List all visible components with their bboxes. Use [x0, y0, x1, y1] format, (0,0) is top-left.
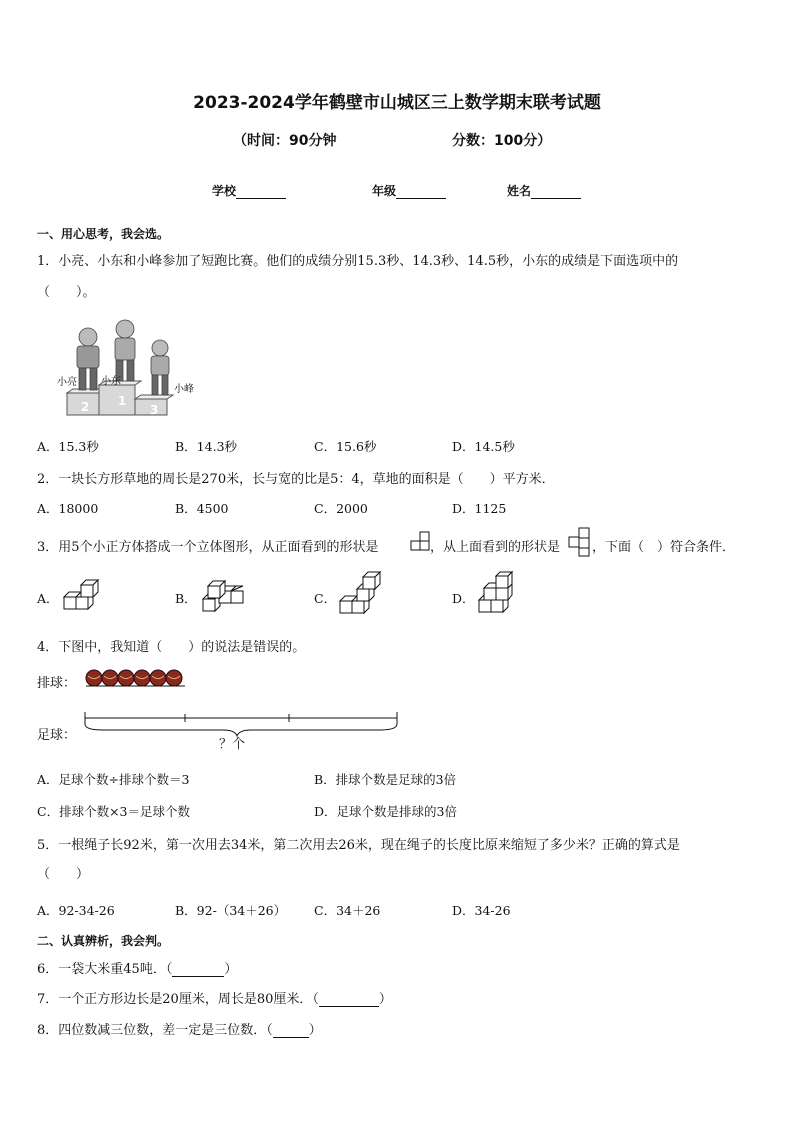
name-field — [507, 182, 581, 199]
q6-answer-blank[interactable] — [172, 976, 224, 977]
q2-text: 2．一块长方形草地的周长是270米，长与宽的比是5：4，草地的面积是（ ）平方米． — [37, 472, 555, 487]
q6-end: ） — [224, 962, 238, 977]
school-blank[interactable] — [236, 198, 286, 199]
q5-option-b[interactable]: B．92-（34＋26） — [175, 903, 287, 918]
q7-answer-blank[interactable] — [319, 1006, 379, 1007]
podium-place-2: 2 — [81, 400, 90, 414]
grade-field — [372, 182, 446, 199]
q3-option-a-cubes — [60, 577, 106, 617]
q5-bracket: （ ） — [37, 867, 90, 882]
q2-option-a[interactable]: A．18000 — [37, 501, 99, 516]
q5-text: 5．一根绳子长92米，第一次用去34米，第二次用去26米，现在绳子的长度比原来缩短了多少米？正确的算式是 — [37, 838, 680, 853]
front-view-shape — [410, 532, 430, 552]
q8-end: ） — [308, 1023, 322, 1038]
q1-option-a[interactable]: A．15.3秒 — [37, 439, 99, 454]
q6-item — [37, 958, 237, 977]
page-title: 2023-2024学年鹤壁市山城区三上数学期末联考试题 — [193, 93, 601, 113]
q2-option-d[interactable]: D．1125 — [452, 501, 507, 516]
q4-option-d[interactable]: D．足球个数是排球的3倍 — [314, 804, 457, 819]
label-xiaodong: 小东 — [101, 376, 121, 387]
q8-item — [37, 1019, 322, 1038]
school-field — [212, 182, 286, 199]
q8-text: 8．四位数减三位数，差一定是三位数．（ — [37, 1023, 273, 1038]
exam-time: （时间：90分钟 — [233, 133, 337, 149]
q3-option-b-cubes — [199, 577, 247, 617]
label-xiaoliang: 小亮 — [57, 377, 77, 388]
section-2-title: 二、认真辨析，我会判。 — [37, 934, 170, 948]
q3-text-a: 3．用5个小正方体搭成一个立体图形，从正面看到的形状是 — [37, 540, 379, 555]
grade-label: 年级 — [372, 184, 397, 198]
section-1-title: 一、用心思考，我会选。 — [37, 227, 170, 241]
exam-score: 分数：100分） — [452, 133, 552, 149]
q4-option-a[interactable]: A．足球个数÷排球个数＝3 — [37, 772, 190, 787]
q4-option-b[interactable]: B．排球个数是足球的3倍 — [314, 772, 457, 787]
podium-illustration — [55, 315, 205, 421]
q3-option-b[interactable]: B． — [175, 591, 197, 606]
q7-text: 7．一个正方形边长是20厘米，周长是80厘米．（ — [37, 992, 319, 1007]
name-blank[interactable] — [531, 198, 581, 199]
q5-option-a[interactable]: A．92-34-26 — [37, 903, 115, 918]
q3-option-d[interactable]: D． — [452, 591, 475, 606]
q3-option-a[interactable]: A． — [37, 591, 59, 606]
q4-text: 4．下图中，我知道（ ）的说法是错误的。 — [37, 640, 306, 655]
label-xiaofeng: 小峰 — [174, 384, 194, 395]
q1-bracket: （ ）。 — [37, 285, 96, 300]
q1-option-d[interactable]: D．14.5秒 — [452, 439, 515, 454]
q8-answer-blank[interactable] — [273, 1037, 309, 1038]
q5-option-c[interactable]: C．34＋26 — [314, 903, 381, 918]
q3-option-c-cubes — [337, 571, 387, 617]
q4-option-c[interactable]: C．排球个数×3＝足球个数 — [37, 804, 190, 819]
name-label: 姓名 — [507, 184, 532, 198]
q7-end: ） — [378, 992, 392, 1007]
q7-item — [37, 988, 392, 1007]
q6-text: 6．一袋大米重45吨．（ — [37, 962, 173, 977]
q1-option-b[interactable]: B．14.3秒 — [175, 439, 238, 454]
brace-label: ？个 — [219, 737, 246, 752]
q5-option-d[interactable]: D．34-26 — [452, 903, 511, 918]
q3-option-d-cubes — [476, 572, 516, 618]
q3-text-b: ，从上面看到的形状是 — [430, 540, 561, 555]
grade-blank[interactable] — [396, 198, 446, 199]
top-view-shape — [568, 528, 590, 556]
boy-left — [77, 328, 99, 390]
school-label: 学校 — [212, 184, 237, 198]
volleyball-label: 排球： — [37, 676, 77, 691]
podium-place-1: 1 — [118, 394, 127, 408]
football-label: 足球： — [37, 728, 77, 743]
volleyball-row — [85, 669, 189, 689]
q1-text: 1．小亮、小东和小峰参加了短跑比赛。他们的成绩分别15.3秒、14.3秒、14.5秒，小东的成绩是下面选项中的 — [37, 254, 679, 269]
q2-option-c[interactable]: C．2000 — [314, 501, 368, 516]
boy-right — [151, 340, 169, 395]
q3-text-c: ，下面（ ）符合条件． — [592, 540, 736, 555]
q1-option-c[interactable]: C．15.6秒 — [314, 439, 377, 454]
q2-option-b[interactable]: B．4500 — [175, 501, 229, 516]
q3-option-c[interactable]: C． — [314, 591, 337, 606]
podium-place-3: 3 — [150, 403, 159, 417]
